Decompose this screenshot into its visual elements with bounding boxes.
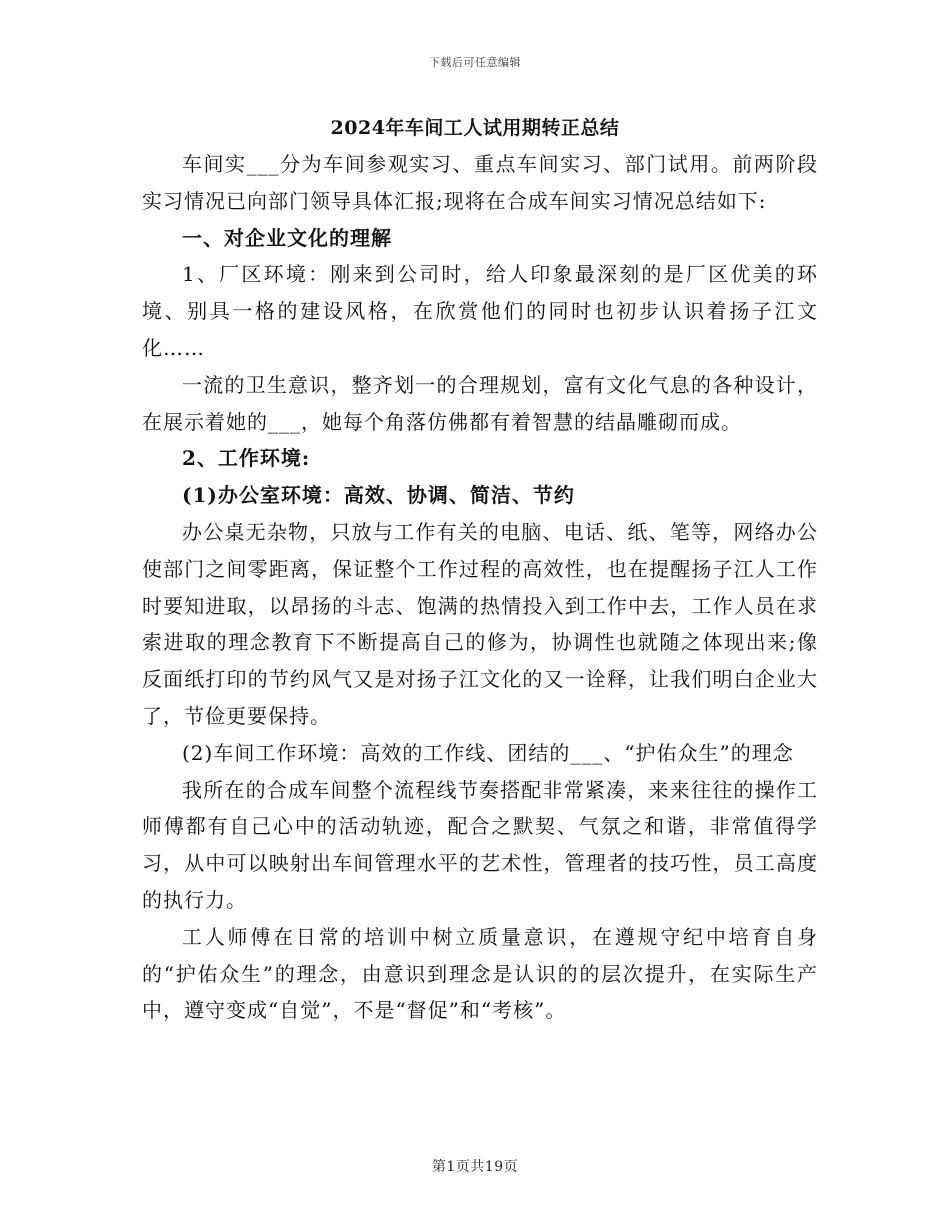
page-number: 第1页共19页 — [431, 1159, 519, 1175]
paragraph-factory-environment: 1、厂区环境：刚来到公司时，给人印象最深刻的是厂区优美的环境、别具一格的建设风格，在欣赏他们的同时也初步认识着扬子江文化…… — [142, 262, 818, 360]
paragraph-office: 办公桌无杂物，只放与工作有关的电脑、电话、纸、笔等，网络办公使部门之间零距离，保证整个工作过程的高效性，也在提醒扬子江人工作时要知进取，以昂扬的斗志、饱满的热情投入到工作中去，工作人员在求索进取的理念教育下不断提高自己的修为，协调性也就随之体现出来;像反面纸打印的节约风气又是对扬子江文化的又一诠释，让我们明白企业大了，节俭更要保持。 — [142, 519, 818, 728]
header-note: 下载后可任意编辑 — [429, 56, 521, 69]
paragraph-workshop: 我所在的合成车间整个流程线节奏搭配非常紧凑，来来往往的操作工师傅都有自己心中的活动轨迹，配合之默契、气氛之和谐，非常值得学习，从中可以映射出车间管理水平的艺术性，管理者的技巧性，员工高度的执行力。 — [142, 777, 818, 912]
document-body — [142, 146, 818, 1029]
paragraph-training: 工人师傅在日常的培训中树立质量意识，在遵规守纪中培育自身的“护佑众生”的理念，由意识到理念是认识的的层次提升，在实际生产中，遵守变成“自觉”，不是“督促”和“考核”。 — [142, 924, 818, 1023]
intro-paragraph: 车间实___分为车间参观实习、重点车间实习、部门试用。前两阶段实习情况已向部门领导具体汇报;现将在合成车间实习情况总结如下: — [142, 152, 818, 213]
page-title: 2024年车间工人试用期转正总结 — [330, 117, 620, 139]
paragraph-hygiene: 一流的卫生意识，整齐划一的合理规划，富有文化气息的各种设计，在展示着她的___，她每个角落仿佛都有着智慧的结晶雕砌而成。 — [142, 372, 818, 434]
section-heading-culture: 一、对企业文化的理解 — [182, 225, 392, 250]
subheading-office-environment: (1)办公室环境：高效、协调、简洁、节约 — [182, 483, 575, 508]
subheading-workshop-environment: (2)车间工作环境：高效的工作线、团结的___、“护佑众生”的理念 — [182, 740, 794, 765]
subheading-work-environment: 2、工作环境: — [182, 446, 311, 471]
